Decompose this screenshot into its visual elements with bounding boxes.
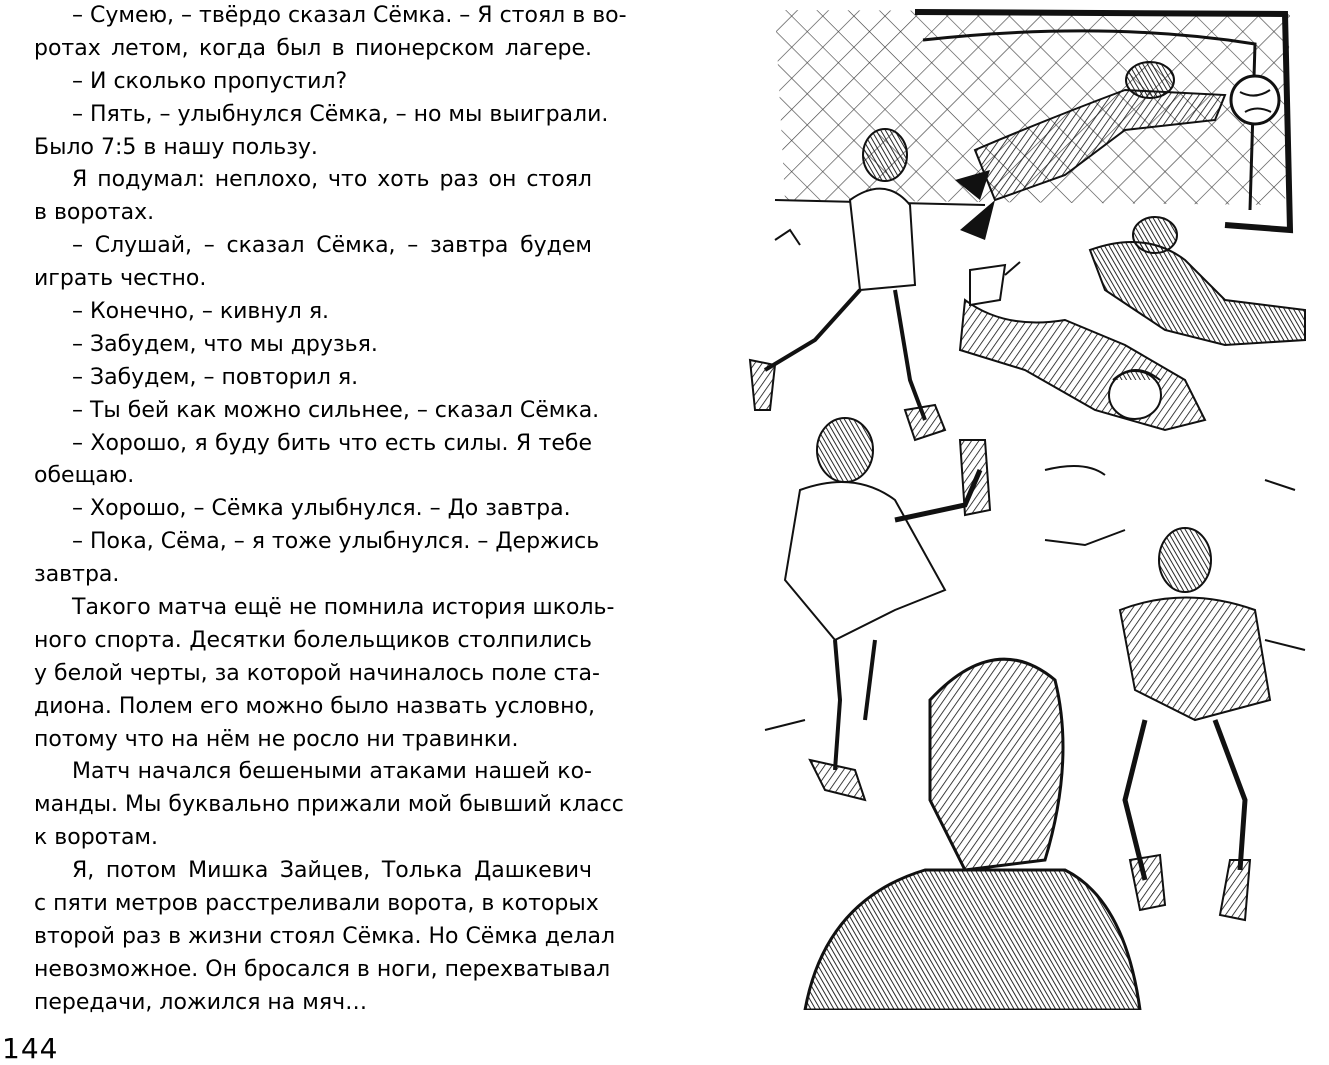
text-line: ного спорта. Десятки болельщиков столпились: [34, 627, 592, 653]
text-line: – Слушай, – сказал Сёмка, – завтра будем: [72, 233, 592, 259]
text-line: – Пока, Сёма, – я тоже улыбнулся. – Держись: [72, 529, 600, 555]
text-line: у белой черты, за которой начиналось поле ста-: [34, 660, 600, 686]
text-line: Матч начался бешеными атаками нашей ко-: [72, 759, 592, 785]
text-line: Я, потом Мишка Зайцев, Толька Дашкевич: [72, 858, 592, 884]
text-line: – Сумею, – твёрдо сказал Сёмка. – Я стоял в во-: [72, 3, 627, 28]
text-line: манды. Мы буквально прижали мой бывший класс: [34, 792, 624, 818]
text-column: [34, 0, 627, 1020]
text-line: – Ты бей как можно сильнее, – сказал Сёмка.: [72, 397, 600, 423]
text-line: диона. Полем его можно было назвать условно,: [34, 693, 595, 719]
text-line: Было 7:5 в нашу пользу.: [34, 134, 318, 160]
text-line: невозможное. Он бросался в ноги, перехватывал: [34, 956, 611, 982]
text-line: второй раз в жизни стоял Сёмка. Но Сёмка делал: [34, 923, 616, 949]
text-line: – И сколько пропустил?: [72, 68, 348, 94]
foreground-boy: [805, 659, 1140, 1010]
text-line: передачи, ложился на мяч…: [34, 989, 368, 1015]
text-line: завтра.: [34, 562, 120, 588]
text-line: потому что на нём не росло ни травинки.: [34, 726, 519, 752]
text-line: Такого матча ещё не помнила история школь-: [72, 595, 615, 621]
text-line: ротах летом, когда был в пионерском лагере.: [34, 35, 592, 61]
text-line: – Хорошо, – Сёмка улыбнулся. – До завтра.: [72, 496, 571, 522]
text-line: – Забудем, – повторил я.: [72, 364, 359, 390]
falling-players: [960, 217, 1305, 430]
page-number: 144: [2, 1032, 59, 1065]
running-player-right: [1120, 528, 1270, 920]
text-line: в воротах.: [34, 200, 155, 226]
text-line: с пяти метров расстреливали ворота, в которых: [34, 891, 599, 917]
text-line: обещаю.: [34, 463, 135, 489]
text-line: – Конечно, – кивнул я.: [72, 299, 330, 325]
text-line: Я подумал: неплохо, что хоть раз он стоял: [72, 167, 592, 193]
text-line: – Забудем, что мы друзья.: [72, 331, 378, 357]
text-line: – Хорошо, я буду бить что есть силы. Я тебе: [72, 430, 592, 456]
text-line: играть честно.: [34, 266, 207, 292]
football-illustration: [745, 0, 1329, 1010]
text-line: – Пять, – улыбнулся Сёмка, – но мы выиграли.: [72, 101, 609, 127]
text-line: к воротам.: [34, 825, 159, 851]
